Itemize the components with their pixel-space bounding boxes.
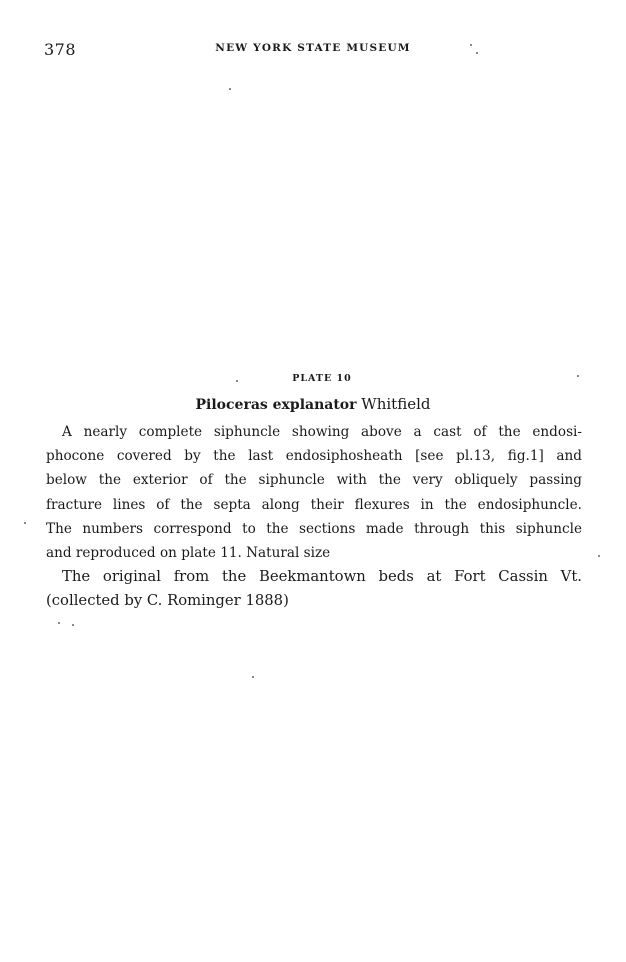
plate-title-author: Whitfield	[361, 395, 431, 413]
scan-speck	[252, 676, 254, 678]
plate-title-genus: Piloceras explanator	[195, 397, 357, 413]
scan-speck	[236, 380, 238, 382]
scan-speck	[24, 522, 26, 524]
plate-title	[0, 395, 626, 413]
running-head: NEW YORK STATE MUSEUM	[215, 42, 411, 54]
scan-speck	[470, 44, 472, 46]
plate-label: PLATE 10	[292, 373, 352, 384]
description-line: fracture lines of the septa along their flexures in the endosiphuncle.	[46, 496, 582, 513]
scan-speck	[476, 52, 478, 54]
plate-description	[46, 420, 582, 614]
scan-speck	[598, 555, 600, 557]
description-line: The numbers correspond to the sections made through this siphuncle	[46, 520, 582, 537]
scan-speck	[577, 375, 579, 377]
page-number: 378	[44, 40, 77, 59]
scan-speck	[229, 88, 231, 90]
note-line: (collected by C. Rominger 1888)	[46, 592, 289, 610]
scan-speck	[58, 622, 60, 624]
description-line: below the exterior of the siphuncle with the very obliquely passing	[46, 472, 582, 489]
description-line: phocone covered by the last endosiphosheath [see pl.13, fig.1] and	[46, 448, 582, 465]
note-line: The original from the Beekmantown beds at Fort Cassin Vt.	[62, 568, 582, 586]
description-line: and reproduced on plate 11. Natural size	[46, 545, 331, 562]
scan-speck	[72, 624, 74, 626]
description-line: A nearly complete siphuncle showing above a cast of the endosi-	[62, 424, 582, 440]
